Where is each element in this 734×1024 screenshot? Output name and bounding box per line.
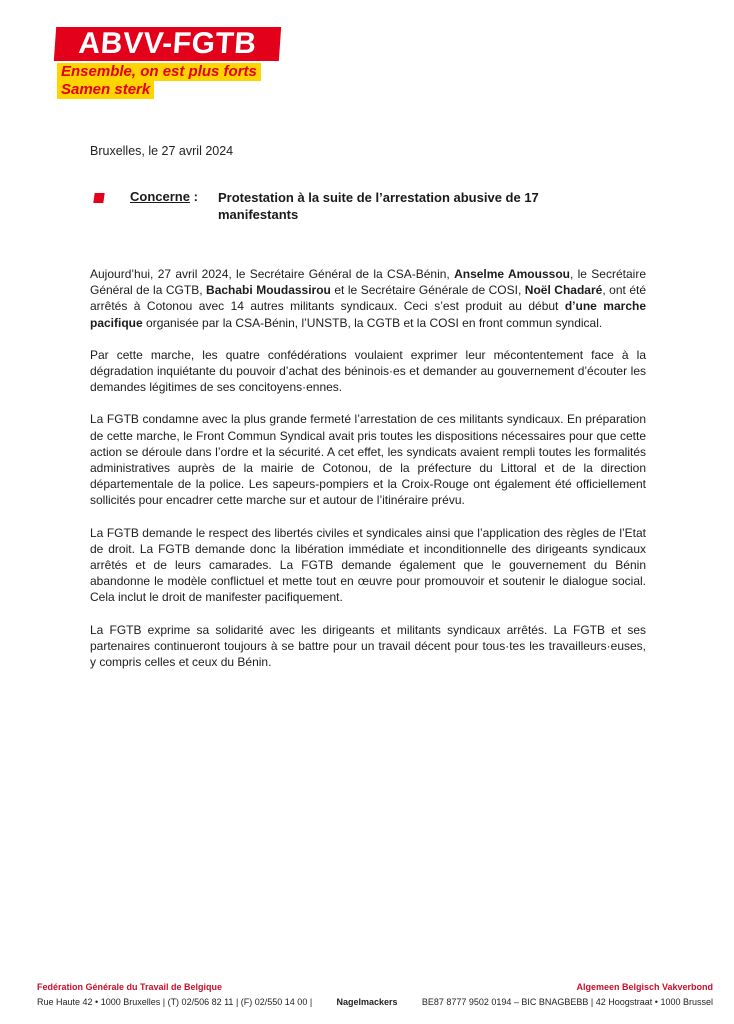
p1-name-moudassirou: Bachabi Moudassirou: [206, 283, 331, 298]
letter-footer: [37, 982, 713, 1008]
footer-bank: Nagelmackers: [336, 997, 398, 1007]
footer-org-fr: Fedération Générale du Travail de Belgique: [37, 982, 223, 992]
paragraph-5: La FGTB exprime sa solidarité avec les dirigeants et militants syndicaux arrêtés. La FGTB et ses partenaires continueront toujours à se battre pour un travail décent pour tous·tes les travailleurs·euses, y compris celles et ceux du Bénin.: [90, 622, 646, 670]
paragraph-3: La FGTB condamne avec la plus grande fermeté l’arrestation de ces militants syndicaux. En préparation de cette marche, le Front Commun Syndical avait pris toutes les dispositions nécessaires pour que cette action se déroule dans l’ordre et la sécurité. A cet effet, les syndicats avaient rempli toutes les formalités administratives auprès de la mairie de Cotonou, de la préfecture du Littoral et de la direction départementale de la police. Les sapeurs-pompiers et la Croix-Rouge ont également été officiellement sollicités pour encadrer cette marche sur et autour de l’itinéraire prévu.: [90, 412, 646, 508]
paragraph-2: Par cette marche, les quatre confédérations voulaient exprimer leur mécontentement face à la dégradation inquiétante du pouvoir d’achat des béninois·es et demander au gouvernement d’écouter les demandes légitimes de ses concitoyens·ennes.: [90, 347, 646, 395]
concerne-colon: :: [189, 189, 198, 204]
concerne-label-text: Concerne: [130, 189, 190, 204]
p1-text-5: organisée par la CSA-Bénin, l’UNSTB, la CGTB et la COSI en front commun syndical.: [142, 315, 603, 330]
concerne-label: [130, 189, 198, 204]
footer-address-row: [37, 997, 713, 1008]
p1-text-4: , ont été arrêtés à Cotonou avec 14 autres militants syndicaux. Ceci s’est produit au début: [90, 283, 647, 314]
footer-address-fr: Rue Haute 42 • 1000 Bruxelles | (T) 02/506 82 11 | (F) 02/550 14 00 |: [37, 997, 313, 1007]
logo-slogan-fr: Ensemble, on est plus forts: [57, 63, 261, 81]
p1-name-amoussou: Anselme Amoussou: [454, 267, 570, 281]
paragraph-4: La FGTB demande le respect des libertés civiles et syndicales ainsi que l’application des règles de l’Etat de droit. La FGTB demande donc la libération immédiate et inconditionnelle des dirigeants syndicaux arrêtés et de leurs camarades. La FGTB demande également que le gouvernement du Bénin abandonne le modèle conflictuel et mette tout en œuvre pour promouvoir et soutenir le dialogue social. Cela inclut le droit de manifester pacifiquement.: [90, 525, 646, 605]
red-square-bullet-icon: [93, 193, 104, 203]
footer-org-row: [37, 982, 713, 993]
abvv-fgtb-logo: [55, 27, 285, 101]
p1-bold-marche: d’une marche pacifique: [90, 299, 646, 330]
footer-bank-details: BE87 8777 9502 0194 – BIC BNAGBEBB | 42 Hoogstraat • 1000 Brussel: [421, 997, 713, 1007]
p1-text-3: et le Secrétaire Générale de COSI,: [330, 283, 525, 298]
p1-name-chadare: Noël Chadaré: [524, 283, 603, 298]
p1-text-2: , le Secrétaire Général de la CGTB,: [90, 267, 646, 298]
letter-subject: Protestation à la suite de l’arrestation abusive de 17 manifestants: [218, 190, 539, 222]
logo-slogan-nl: Samen sterk: [57, 81, 154, 99]
logo-wordmark: ABVV-FGTB: [54, 27, 281, 61]
letter-date: Bruxelles, le 27 avril 2024: [90, 144, 234, 158]
paragraph-1: [90, 266, 646, 331]
footer-org-nl: Algemeen Belgisch Vakverbond: [576, 982, 713, 992]
letter-body: [90, 266, 646, 686]
p1-text-1: Aujourd’hui, 27 avril 2024, le Secrétaire Général de la CSA-Bénin,: [90, 267, 455, 281]
